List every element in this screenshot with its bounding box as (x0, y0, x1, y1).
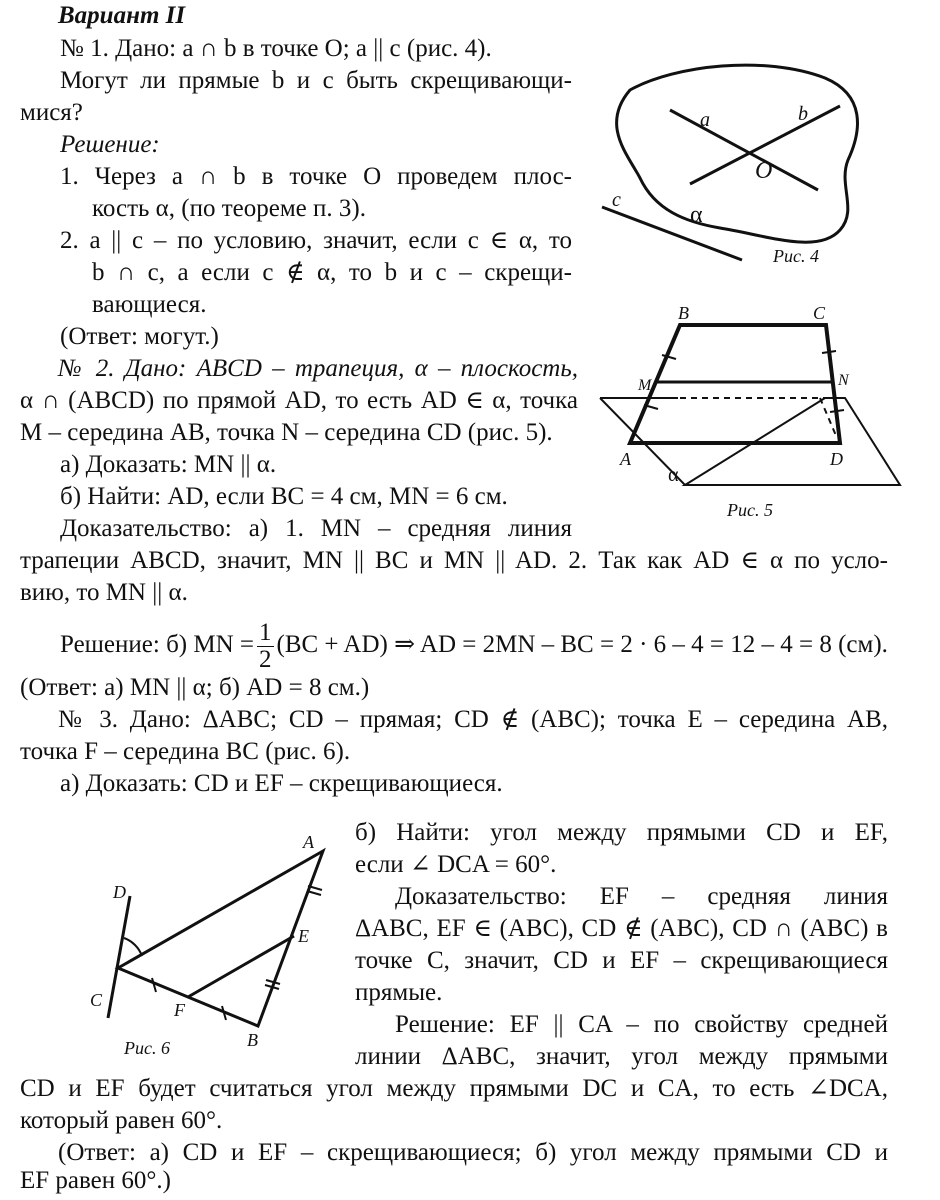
p1-answer: (Ответ: могут.) (60, 323, 219, 350)
label-a: A (303, 832, 314, 852)
label-m: M (638, 377, 652, 394)
p3-proof: Доказательство: EF – средняя линия (395, 883, 888, 910)
p3-find-cont: если ∠ DCA = 60°. (355, 851, 557, 878)
figure-5 (590, 295, 910, 510)
p2-solution-post: (BC + AD) ⇒ AD = 2MN – BC = 2 · 6 – 4 = 12 – 4 = 8 (см). (276, 631, 888, 659)
p2-proof-end: вию, то MN || α. (20, 579, 188, 606)
p2-solution (60, 620, 888, 673)
label-a: A (620, 449, 631, 469)
label-f: F (174, 1000, 185, 1020)
label-o: O (755, 158, 773, 184)
p2-prove: а) Доказать: MN || α. (60, 451, 277, 478)
label-b: B (247, 1030, 258, 1050)
fraction-one-half (257, 620, 274, 673)
p3-proof-end: прямые. (355, 979, 443, 1006)
p3-given-cont: точка F – середина BC (рис. 6). (20, 738, 351, 765)
plane-alpha-blob (617, 65, 858, 242)
label-e: E (298, 926, 309, 946)
p1-step2-end: вающиеся. (92, 291, 207, 318)
line-c (602, 207, 742, 260)
trapezoid-abcd (630, 325, 840, 443)
p2-solution-pre: Решение: б) MN = (60, 631, 254, 659)
label-b: B (678, 303, 689, 323)
variant-heading: Вариант II (58, 2, 186, 29)
p2-answer: (Ответ: а) MN || α; б) AD = 8 см.) (20, 674, 370, 701)
label-d: D (113, 882, 126, 902)
p2-proof-cont: трапеции ABCD, значит, MN || BC и MN || AD. 2. Так как AD ∈ α по усло- (20, 547, 888, 574)
p3-proof-cont1: ΔABC, EF ∈ (ABC), CD ∉ (ABC), CD ∩ (ABC) в (355, 915, 888, 942)
label-b: b (798, 103, 808, 125)
label-c: C (90, 990, 103, 1010)
p1-given: № 1. Дано: a ∩ b в точке O; a || c (рис. 4). (60, 35, 492, 62)
p3-find: б) Найти: угол между прямыми CD и EF, (355, 819, 888, 846)
label-a: a (700, 109, 710, 131)
p3-given: № 3. Дано: ΔABC; CD – прямая; CD ∉ (ABC); точка E – середина AB, (58, 706, 888, 733)
fig5-caption: Рис. 5 (727, 500, 773, 520)
fraction-numerator: 1 (259, 619, 272, 646)
p3-answer: (Ответ: а) CD и EF – скрещивающиеся; б) угол между прямыми CD и (58, 1139, 888, 1166)
fig6-caption: Рис. 6 (124, 1038, 170, 1058)
p3-proof-cont2: точке C, значит, CD и EF – скрещивающиеся (355, 947, 888, 974)
line-dc (108, 896, 130, 1018)
p2-proof: Доказательство: а) 1. MN – средняя линия (60, 515, 572, 542)
p3-solution: Решение: EF || CA – по свойству средней (395, 1011, 888, 1038)
label-c: C (813, 303, 826, 323)
p2-given-cont2: M – середина AB, точка N – середина CD (рис. 5). (20, 419, 553, 446)
fig4-caption: Рис. 4 (773, 246, 819, 266)
p1-step2: 2. a || c – по условию, значит, если c ∈ α, то (60, 227, 572, 254)
p3-prove: а) Доказать: CD и EF – скрещивающиеся. (60, 770, 503, 797)
p3-solution-end: который равен 60°. (20, 1107, 223, 1134)
figure-4 (590, 60, 870, 290)
label-d: D (830, 449, 843, 469)
fraction-denominator: 2 (259, 646, 272, 673)
label-n: N (838, 372, 849, 389)
p1-step2-cont: b ∩ c, а если c ∉ α, то b и c – скрещи- (92, 259, 572, 286)
label-alpha: α (668, 464, 679, 486)
label-c: c (612, 189, 621, 211)
figure-6 (80, 828, 350, 1053)
p1-step1: 1. Через a ∩ b в точке O проведем плос- (60, 163, 572, 190)
angle-arc (124, 938, 142, 956)
p2-find: б) Найти: AD, если BC = 4 см, MN = 6 см. (60, 483, 508, 510)
label-alpha: α (690, 202, 703, 228)
p1-step1-cont: кость α, (по теореме п. 3). (92, 195, 366, 222)
p3-answer-end: EF равен 60°.) (20, 1167, 171, 1194)
p2-given-cont1: α ∩ (ABCD) по прямой AD, то есть AD ∈ α, точка (20, 387, 578, 414)
p2-given: № 2. Дано: ABCD – трапеция, α – плоскость, (58, 355, 578, 382)
p3-solution-cont: линии ΔABC, значит, угол между прямыми (355, 1043, 888, 1070)
p1-question-cont: мися? (20, 99, 83, 126)
line-a (670, 110, 818, 190)
p3-solution-cont2: CD и EF будет считаться угол между прямыми DC и CA, то есть ∠DCA, (20, 1075, 888, 1102)
p1-question: Могут ли прямые b и c быть скрещивающи- (60, 67, 572, 94)
p1-solution-label: Решение: (60, 131, 160, 158)
